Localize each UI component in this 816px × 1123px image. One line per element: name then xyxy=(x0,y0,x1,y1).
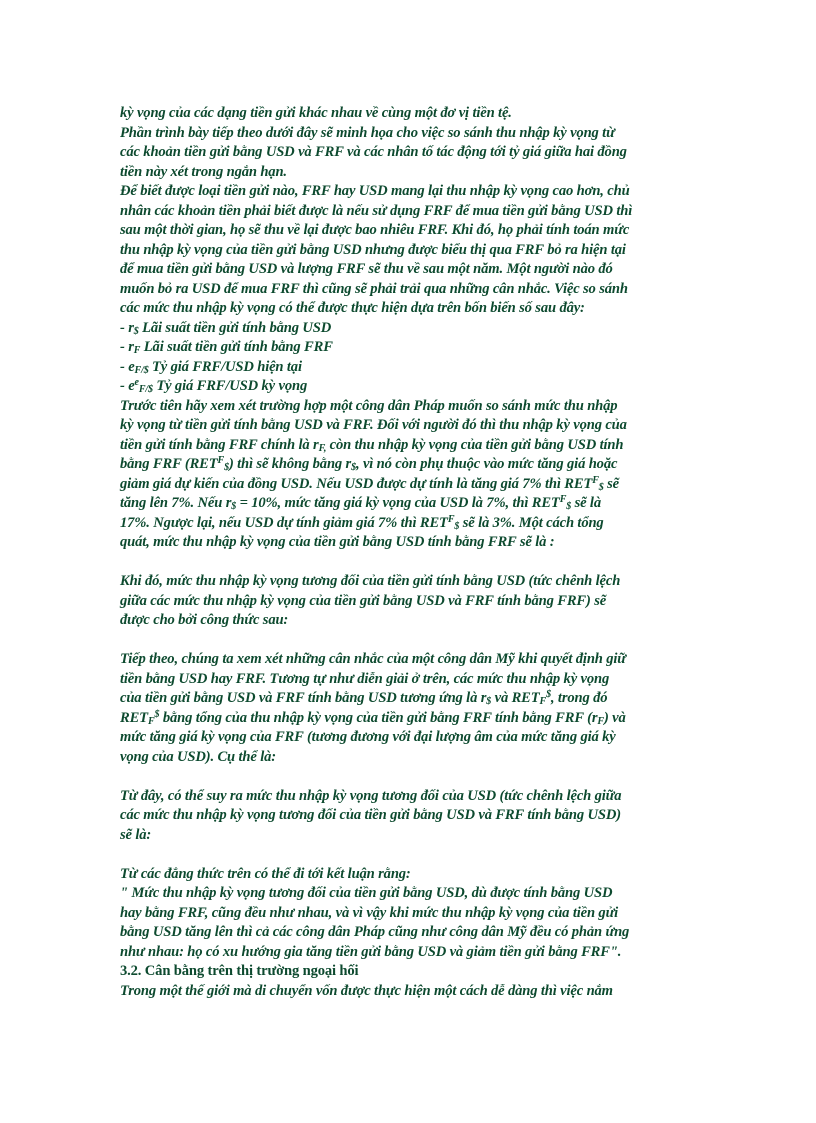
section-heading: 3.2. Cân bằng trên thị trường ngoại hối xyxy=(120,963,359,979)
text-line: được cho bởi công thức sau: xyxy=(120,612,289,628)
text-line: Khi đó, mức thu nhập kỳ vọng tương đối của tiền gửi tính bằng USD (tức chênh lệch xyxy=(120,573,621,589)
text-line: tiền gửi tính bằng FRF chính là $r_{F,}$ còn thu nhập kỳ vọng của tiền gửi bằng USD tính xyxy=(120,436,624,454)
text-line: Tiếp theo, chúng ta xem xét những cân nhắc của một công dân Mỹ khi quyết định giữ xyxy=(120,651,626,667)
blank-line xyxy=(120,631,710,651)
text-line: sẽ là: xyxy=(120,826,152,843)
text-line: $RET_F^{\$}$ bằng tổng của thu nhập kỳ vọng của tiền gửi bằng FRF tính bằng FRF $(r_F)$ và xyxy=(120,708,626,727)
text-line: thu nhập kỳ vọng của tiền gửi bằng USD nhưng được biểu thị qua FRF bỏ ra hiện tại xyxy=(120,241,626,258)
variable-item: - $e_{F/\$}$ Tỷ giá FRF/USD hiện tại xyxy=(120,358,302,376)
text-line: Trước tiên hãy xem xét trường hợp một công dân Pháp muốn so sánh mức thu nhập xyxy=(120,397,618,414)
text-line: giữa các mức thu nhập kỳ vọng của tiền gửi bằng USD và FRF tính bằng FRF) sẽ xyxy=(120,592,607,609)
text-line: bằng FRF $(RET^F_{\$})$ thì sẽ không bằng $r_{\$}$, vì nó còn phụ thuộc vào mức tăng giá hoặc xyxy=(120,455,618,473)
text-line: tăng lên 7%. Nếu $r_{\$} = 10\%$, mức tăng giá kỳ vọng của USD là 7%, thì $RET^F_{\$}$ sẽ là xyxy=(120,494,601,512)
text-line: các mức thu nhập kỳ vọng có thể được thực hiện dựa trên bốn biến số sau đây: xyxy=(120,300,585,316)
document-page xyxy=(120,104,710,1001)
variable-item: - $e^e_{F/\$}$ Tỷ giá FRF/USD kỳ vọng xyxy=(120,377,308,395)
blank-line xyxy=(120,767,710,787)
variable-item: - $r_F$ Lãi suất tiền gửi tính bằng FRF xyxy=(120,339,333,356)
text-line: vọng của USD). Cụ thể là: xyxy=(120,748,276,765)
text-line: giảm giá dự kiến của đồng USD. Nếu USD được dự tính là tăng giá 7% thì $RET^F_{\$}$ sẽ xyxy=(120,474,619,493)
text-line: " Mức thu nhập kỳ vọng tương đối của tiền gửi bằng USD, dù được tính bằng USD xyxy=(120,885,613,901)
text-line: kỳ vọng của các dạng tiền gửi khác nhau về cùng một đơ vị tiền tệ. xyxy=(120,105,512,121)
blank-line xyxy=(120,553,710,573)
text-line: của tiền gửi bằng USD và FRF tính bằng USD tương ứng là $r_{\$}$ và $RET_F^{\$}$, trong đó xyxy=(120,689,608,707)
text-line: Để biết được loại tiền gửi nào, FRF hay USD mang lại thu nhập kỳ vọng cao hơn, chủ xyxy=(120,183,630,199)
text-line: các mức thu nhập kỳ vọng tương đối của tiền gửi bằng USD và FRF tính bằng USD) xyxy=(120,807,621,823)
text-line: như nhau: họ có xu hướng gia tăng tiền gửi bằng USD và giảm tiền gửi bằng FRF". xyxy=(120,943,622,960)
text-line: muốn bỏ ra USD để mua FRF thì cũng sẽ phải trải qua những cân nhắc. Việc so sánh xyxy=(120,280,628,297)
text-line: để mua tiền gửi bằng USD và lượng FRF sẽ thu về sau một năm. Một người nào đó xyxy=(120,261,613,277)
text-line: tiền này xét trong ngắn hạn. xyxy=(120,163,287,180)
text-line: Từ đây, có thể suy ra mức thu nhập kỳ vọng tương đối của USD (tức chênh lệch giữa xyxy=(120,787,622,804)
text-line: 17%. Ngược lại, nếu USD dự tính giảm giá 7% thì $RET^F_{\$}$ sẽ là 3%. Một cách tổng xyxy=(120,513,604,532)
text-line: mức tăng giá kỳ vọng của FRF (tương đương với đại lượng âm của mức tăng giá kỳ xyxy=(120,729,616,745)
text-line: nhân các khoản tiền phải biết được là nếu sử dụng FRF để mua tiền gửi bằng USD thì xyxy=(120,202,633,219)
text-line: tiền bằng USD hay FRF. Tương tự như diễn giải ở trên, các mức thu nhập kỳ vọng xyxy=(120,670,610,687)
text-line: Trong một thế giới mà di chuyển vốn được thực hiện một cách dễ dàng thì việc nắm xyxy=(120,982,613,999)
text-line: kỳ vọng từ tiền gửi tính bằng USD và FRF. Đối với người đó thì thu nhập kỳ vọng của xyxy=(120,417,627,433)
text-line: Từ các đẳng thức trên có thể đi tới kết luận rằng: xyxy=(120,865,411,882)
text-line: Phần trình bày tiếp theo dưới đây sẽ minh họa cho việc so sánh thu nhập kỳ vọng từ xyxy=(120,124,615,141)
text-line: bằng USD tăng lên thì cả các công dân Pháp cũng như công dân Mỹ đều có phản ứng xyxy=(120,924,630,940)
text-line: sau một thời gian, họ sẽ thu về lại được bao nhiêu FRF. Khi đó, họ phải tính toán mức xyxy=(120,222,630,238)
text-line: quát, mức thu nhập kỳ vọng của tiền gửi bằng USD tính bằng FRF sẽ là : xyxy=(120,534,555,550)
blank-line xyxy=(120,845,710,865)
text-line: các khoản tiền gửi bằng USD và FRF và các nhân tố tác động tới tỷ giá giữa hai đồng xyxy=(120,144,627,160)
text-line: hay bằng FRF, cũng đều như nhau, và vì vậy khi mức thu nhập kỳ vọng của tiền gửi xyxy=(120,904,619,921)
variable-item: - $r_{\$}$ Lãi suất tiền gửi tính bằng USD xyxy=(120,319,332,337)
